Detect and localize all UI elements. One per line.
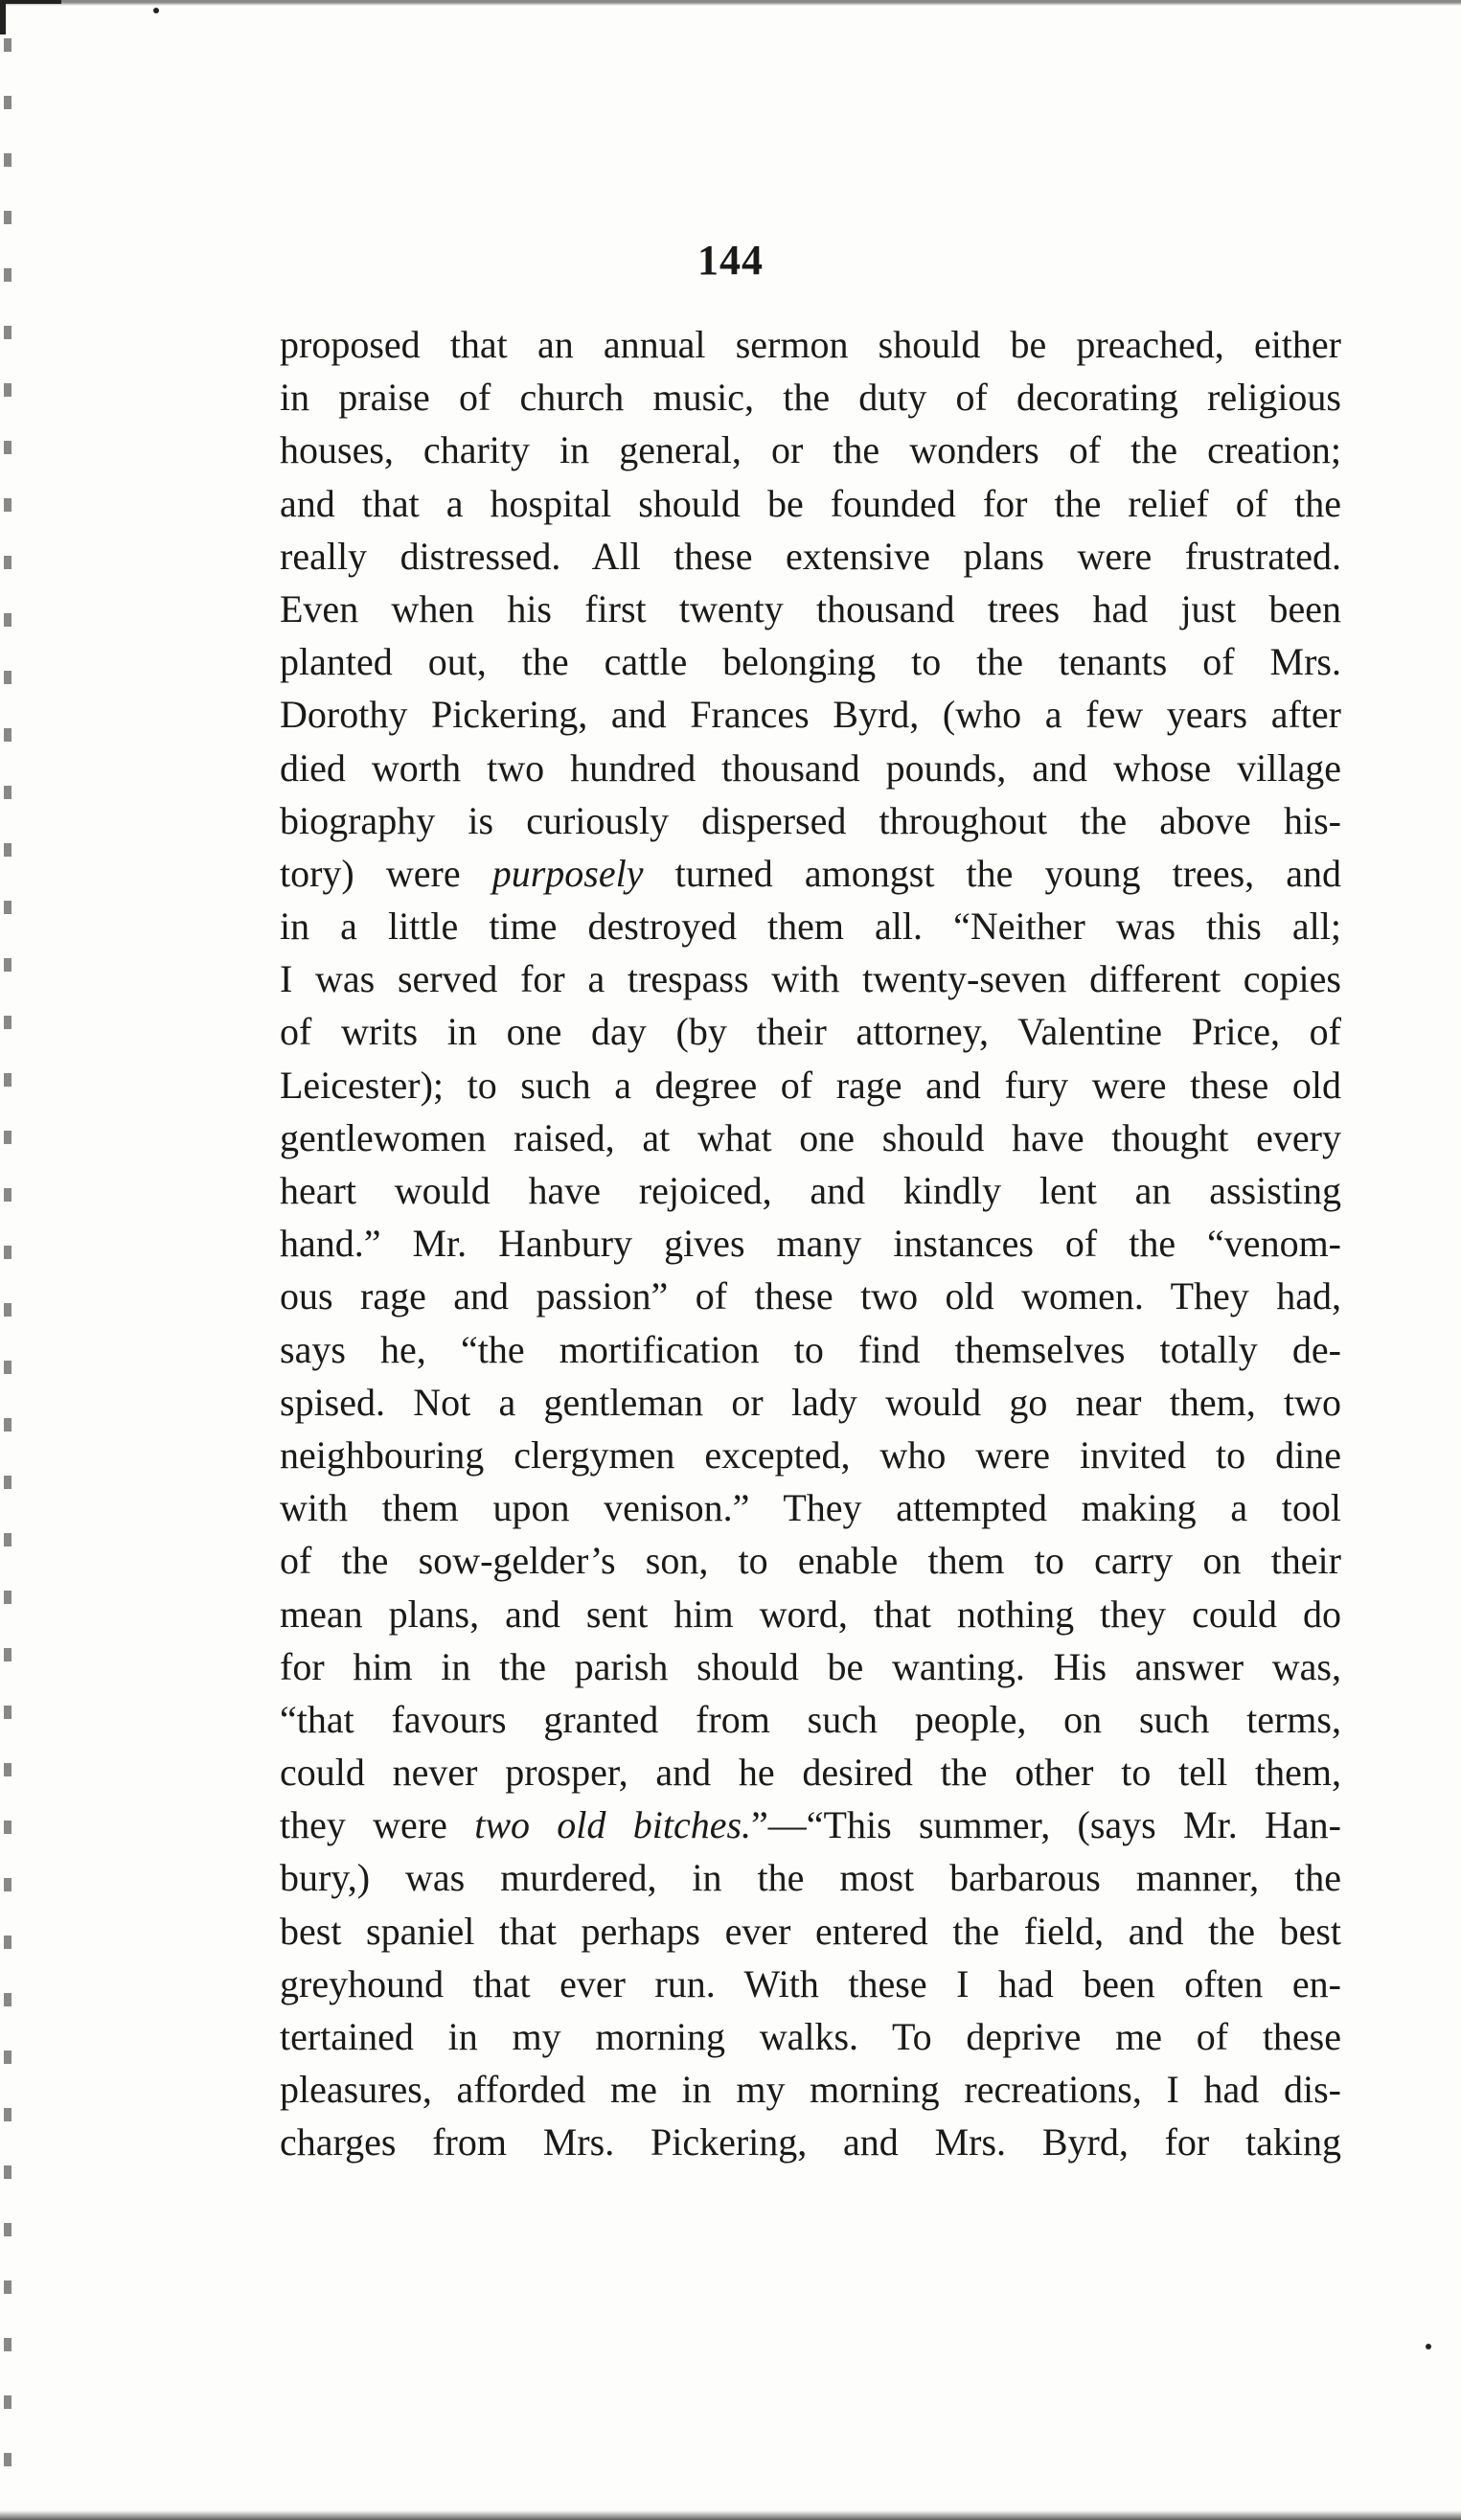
text-line: and that a hospital should be founded for the relief of the bbox=[280, 481, 1341, 525]
text-line: says he, “the mortification to find themselves totally de- bbox=[280, 1327, 1341, 1371]
text-line: houses, charity in general, or the wonders of the creation; bbox=[280, 428, 1341, 472]
text-line bbox=[280, 847, 1341, 900]
text-line: “that favours granted from such people, on such terms, bbox=[280, 1697, 1341, 1741]
text-line: in praise of church music, the duty of decorating religious bbox=[280, 376, 1341, 420]
scan-edge-left bbox=[4, 38, 11, 2491]
text-line: with them upon venison.” They attempted making a tool bbox=[280, 1486, 1341, 1530]
text-line: for him in the parish should be wanting. His answer was, bbox=[280, 1644, 1341, 1688]
text-line: bury,) was murdered, in the most barbarous manner, the bbox=[280, 1856, 1341, 1900]
text-line: ous rage and passion” of these two old women. They had, bbox=[280, 1274, 1341, 1318]
text-line: heart would have rejoiced, and kindly lent an assisting bbox=[280, 1169, 1341, 1212]
text-line: gentlewomen raised, at what one should have thought every bbox=[280, 1115, 1341, 1159]
scan-edge-bottom bbox=[0, 2510, 1461, 2520]
text-line: neighbouring clergymen excepted, who were invited to dine bbox=[280, 1432, 1341, 1477]
text-line: spised. Not a gentleman or lady would go near them, two bbox=[280, 1380, 1341, 1424]
text-line: proposed that an annual sermon should be preached, either bbox=[280, 323, 1341, 366]
text-segment: tory) were bbox=[280, 851, 492, 895]
text-line: in a little time destroyed them all. “Neither was this all; bbox=[280, 905, 1341, 949]
scan-speck bbox=[153, 8, 159, 13]
text-line: charges from Mrs. Pickering, and Mrs. Byrd, for taking bbox=[280, 2120, 1341, 2165]
text-line: hand.” Mr. Hanbury gives many instances of the “venom- bbox=[280, 1222, 1341, 1266]
text-line: best spaniel that perhaps ever entered the field, and the best bbox=[280, 1909, 1341, 1953]
text-segment: turned amongst the young trees, and bbox=[643, 851, 1341, 895]
text-line: Even when his first twenty thousand trees had just been bbox=[280, 586, 1341, 630]
text-line: I was served for a trespass with twenty-seven different copies bbox=[280, 957, 1341, 1001]
text-line: planted out, the cattle belonging to the tenants of Mrs. bbox=[280, 640, 1341, 684]
text-line: mean plans, and sent him word, that nothing they could do bbox=[280, 1592, 1341, 1636]
scan-edge-top bbox=[0, 0, 1461, 6]
text-line: of writs in one day (by their attorney, Valentine Price, of bbox=[280, 1010, 1341, 1054]
page-number: 144 bbox=[697, 237, 764, 284]
text-line: really distressed. All these extensive plans were frustrated. bbox=[280, 534, 1341, 578]
text-line: greyhound that ever run. With these I had been often en- bbox=[280, 1961, 1341, 2005]
scan-speck bbox=[1426, 2344, 1431, 2349]
text-segment: ”—“This summer, (says Mr. Han- bbox=[751, 1803, 1341, 1847]
text-line: Dorothy Pickering, and Frances Byrd, (who a few years after bbox=[280, 693, 1341, 737]
text-line bbox=[280, 1798, 1341, 1851]
text-line: tertained in my morning walks. To deprive me of these bbox=[280, 2015, 1341, 2058]
body-text bbox=[280, 318, 1341, 2169]
text-line: died worth two hundred thousand pounds, and whose village bbox=[280, 745, 1341, 790]
italic-emphasis: two old bitches. bbox=[474, 1803, 752, 1847]
scan-corner-mark bbox=[0, 0, 61, 34]
text-line: of the sow-gelder’s son, to enable them to carry on their bbox=[280, 1539, 1341, 1583]
text-line: could never prosper, and he desired the other to tell them, bbox=[280, 1751, 1341, 1795]
text-line: Leicester); to such a degree of rage and fury were these old bbox=[280, 1063, 1341, 1107]
text-line: pleasures, afforded me in my morning recreations, I had dis- bbox=[280, 2068, 1341, 2112]
italic-emphasis: purposely bbox=[491, 851, 644, 895]
text-line: biography is curiously dispersed throughout the above his- bbox=[280, 798, 1341, 842]
text-segment: they were bbox=[280, 1803, 475, 1847]
